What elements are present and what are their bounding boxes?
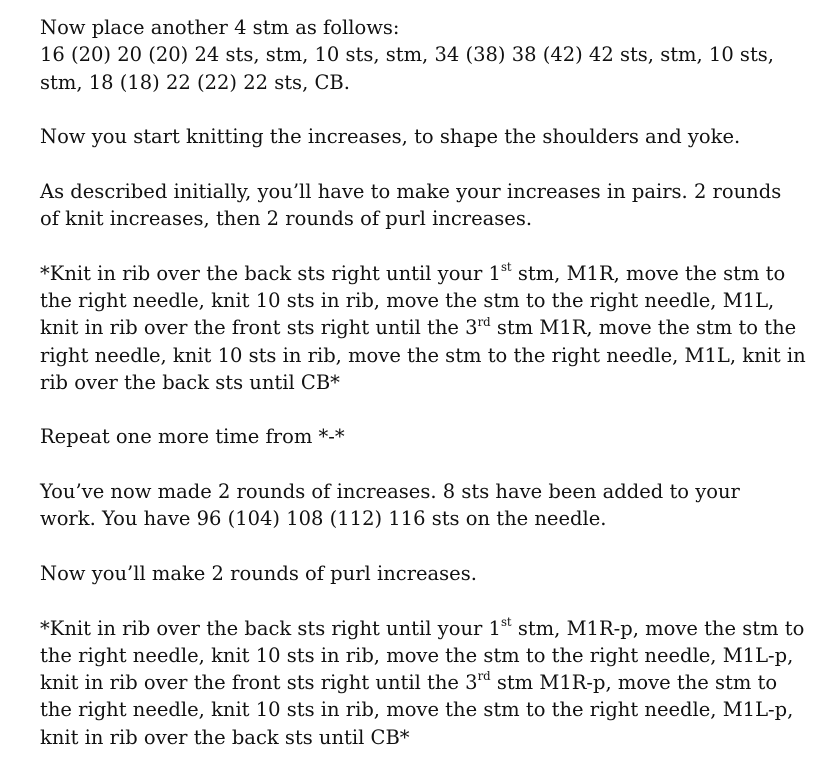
ordinal-suffix: rd (477, 314, 491, 329)
text-line: 16 (20) 20 (20) 24 sts, stm, 10 sts, stm, 34 (38) 38 (42) 42 sts, stm, 10 sts, (40, 43, 774, 67)
text-run: stm M1R-p, move the stm to the right needle, knit 10 sts in rib, move the stm to the right needle, M1L-p, knit in rib over the back sts until CB* (40, 671, 794, 749)
ordinal-suffix: st (500, 614, 512, 629)
ordinal-suffix: st (500, 260, 512, 275)
text-line: Repeat one more time from *-* (40, 425, 345, 449)
text-run: *Knit in rib over the back sts right until your 1 (40, 616, 501, 640)
paragraph-increase-summary (40, 478, 810, 533)
text-line: Now place another 4 stm as follows: (40, 16, 400, 39)
text-run: stm, M1R, move the stm to the right needle, knit 10 sts in rib, move the stm to the right needle, M1L, knit in rib over the front sts right until the 3 (40, 261, 786, 340)
ordinal-suffix: rd (477, 669, 491, 684)
paragraph-marker-placement (40, 14, 810, 96)
text-line: You’ve now made 2 rounds of increases. 8 sts have been added to your (40, 480, 740, 504)
paragraph-repeat (40, 423, 810, 450)
text-line: Now you’ll make 2 rounds of purl increases. (40, 561, 477, 585)
paragraph-knit-increase-instructions (40, 260, 810, 396)
document-page (40, 14, 810, 751)
paragraph-purl-increases-intro (40, 560, 810, 587)
text-line: of knit increases, then 2 rounds of purl increases. (40, 207, 533, 231)
text-run: *Knit in rib over the back sts right until your 1 (40, 261, 501, 285)
text-line: work. You have 96 (104) 108 (112) 116 sts on the needle. (40, 507, 607, 531)
paragraph-purl-increase-instructions (40, 615, 810, 751)
text-run: stm, M1R-p, move the stm to the right needle, knit 10 sts in rib, move the stm to the right needle, M1L-p, knit in rib over the front sts right until the 3 (40, 616, 805, 695)
text-line: As described initially, you’ll have to make your increases in pairs. 2 rounds (40, 179, 782, 203)
text-line: Now you start knitting the increases, to shape the shoulders and yoke. (40, 125, 741, 149)
paragraph-increase-pairs (40, 178, 810, 233)
text-line: stm, 18 (18) 22 (22) 22 sts, CB. (40, 70, 350, 94)
paragraph-start-increases (40, 123, 810, 150)
text-run: stm M1R, move the stm to the right needle, knit 10 sts in rib, move the stm to the right needle, M1L, knit in rib over the back sts until CB* (40, 316, 806, 394)
